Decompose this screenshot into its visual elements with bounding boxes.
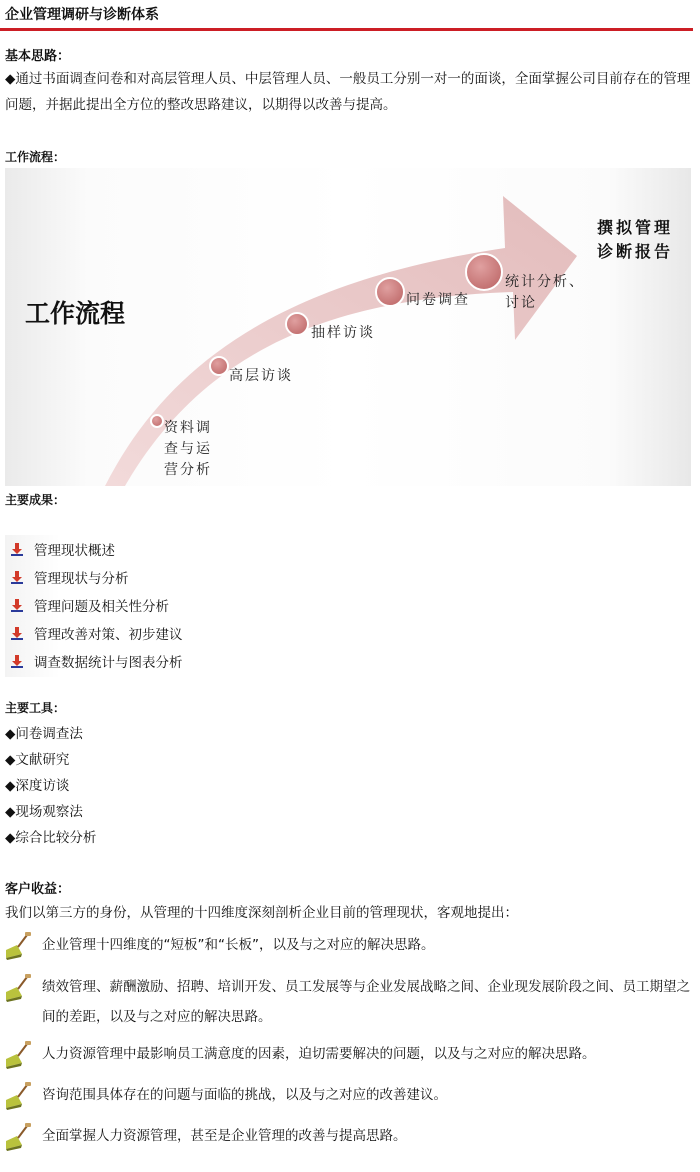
list-item [10,563,129,591]
step-label-4: 问卷调查 [406,292,470,308]
shovel-icon [5,1123,37,1151]
basic-idea-heading: 基本思路： [5,49,71,64]
shovel-icon [5,1082,37,1110]
down-arrow-icon [10,570,24,584]
down-arrow-icon [10,654,24,668]
benefit-item [5,1039,691,1069]
down-arrow-icon [10,598,24,612]
results-list [5,535,188,677]
benefit-item [5,1080,691,1110]
list-item [10,591,169,619]
list-item: ◆综合比较分析 [5,830,97,846]
list-item: ◆文献研究 [5,752,70,768]
list-item: ◆问卷调查法 [5,726,83,742]
shovel-icon [5,974,37,1002]
title-rule [0,28,693,31]
page-title: 企业管理调研与诊断体系 [5,7,159,23]
benefit-text: 企业管理十四维度的“短板”和“长板”，以及与之对应的解决思路。 [42,937,435,953]
final-step-label: 撰拟管理 诊断报告 [597,218,674,261]
tools-heading: 主要工具： [5,701,66,715]
result-label: 管理改善对策、初步建议 [34,627,183,643]
step-label-3: 抽样访谈 [311,325,375,341]
step-node-3 [286,313,308,335]
benefit-item [5,1121,691,1151]
benefits-intro: 我们以第三方的身份，从管理的十四维度深刻剖析企业目前的管理现状，客观地提出： [5,905,518,921]
workflow-heading: 工作流程： [5,150,66,164]
benefit-text: 咨询范围具体存在的问题与面临的挑战，以及与之对应的改善建议。 [42,1087,447,1103]
benefit-item [5,930,691,960]
step-label-5: 统计分析、 讨论 [505,274,585,311]
step-node-4 [376,278,404,306]
list-item: ◆现场观察法 [5,804,83,820]
result-label: 管理现状与分析 [34,571,129,587]
step-node-2 [210,357,228,375]
results-heading: 主要成果： [5,493,66,507]
step-label-1: 资料调 查与运 营分析 [164,420,212,478]
benefit-text: 全面掌握人力资源管理，甚至是企业管理的改善与提高思路。 [42,1128,407,1144]
list-item [10,535,115,563]
down-arrow-icon [10,626,24,640]
benefits-heading: 客户收益： [5,882,71,897]
list-item [10,647,183,675]
result-label: 管理问题及相关性分析 [34,599,169,615]
list-item [10,619,183,647]
down-arrow-icon [10,542,24,556]
result-label: 调查数据统计与图表分析 [34,655,183,671]
step-node-5 [466,254,502,290]
workflow-diagram [5,168,691,486]
diagram-title: 工作流程 [25,299,126,328]
shovel-icon [5,1041,37,1069]
benefit-text: 绩效管理、薪酬激励、招聘、培训开发、员工发展等与企业发展战略之间、企业现发展阶段之间、员工期望之间的差距，以及与之对应的解决思路。 [42,979,690,1025]
result-label: 管理现状概述 [34,543,115,559]
benefit-text: 人力资源管理中最影响员工满意度的因素，迫切需要解决的问题，以及与之对应的解决思路。 [42,1046,596,1062]
list-item: ◆深度访谈 [5,778,70,794]
step-node-1 [151,415,163,427]
basic-idea-text: ◆通过书面调查问卷和对高层管理人员、中层管理人员、一般员工分别一对一的面谈，全面掌握公司目前存在的管理问题，并据此提出全方位的整改思路建议，以期得以改善与提高。 [5,71,691,113]
step-label-2: 高层访谈 [229,368,293,384]
benefit-item [5,972,691,1032]
shovel-icon [5,932,37,960]
